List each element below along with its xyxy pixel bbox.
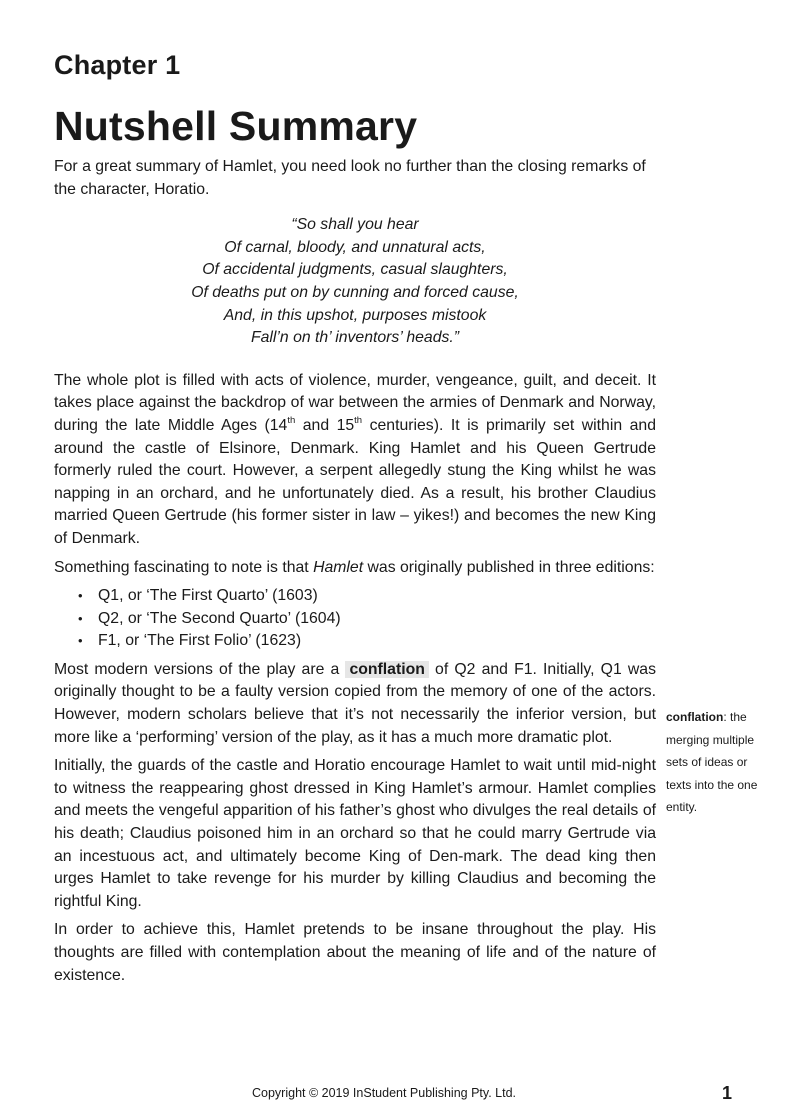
quote-line: “So shall you hear [291,216,419,234]
glossary-term: conflation [666,710,724,724]
page-number: 1 [722,1083,733,1103]
quote-line: Fall’n on th’ inventors’ heads.” [250,329,460,347]
ordinal-suffix: th [354,414,363,426]
plot-text: and 15 [295,416,355,434]
list-item: • Q2, or ‘The Second Quarto’ (1604) [78,608,656,631]
ghost-paragraph: Initially, the guards of the castle and Horatio encourage Hamlet to wait until mid-night to witness the reappearing ghost dressed in King Hamlet’s armour. Hamlet complies and meets the vengeful apparition of his father’s ghost who divulges the real details of his death; Claudius poisoned him in an orchard so that he could marry Gertrude via an incestuous act, and ultimately become King of Den-mark. The dead king then urges Hamlet to take revenge for his murder by killing Claudius and becoming the rightful King. [54,757,656,910]
glossary-definition: : the merging multiple sets of ideas or texts into the one entity. [666,710,758,815]
intro-paragraph: For a great summary of Hamlet, you need look no further than the closing remarks of the character, Horatio. [54,158,646,198]
glossary-margin-note [666,706,774,819]
quote-line: Of deaths put on by cunning and forced cause, [191,283,519,301]
closing-paragraph: In order to achieve this, Hamlet pretends to be insane throughout the play. His thoughts are filled with contemplation about the meaning of life and of the nature of existence. [54,921,656,984]
highlighted-term: conflation [345,661,428,678]
main-text-column [54,156,656,993]
conflation-text: of Q2 and F1. Initially, Q1 was originally thought to be a faulty version copied from the memory of one of the actors. However, modern scholars believe that it’s not necessarily the inferior version, but more like a ‘performing’ version of the play, as it has a much more dramatic plot. [54,660,656,746]
editions-list [54,585,656,653]
ordinal-suffix: th [287,414,296,426]
copyright-notice: Copyright © 2019 InStudent Publishing Pty. Ltd. [252,1086,517,1100]
conflation-text: Most modern versions of the play are a [54,660,346,678]
horatio-quote [54,214,656,350]
quote-line: Of carnal, bloody, and unnatural acts, [224,238,486,256]
list-item: • Q1, or ‘The First Quarto’ (1603) [78,585,656,608]
page-title: Nutshell Summary [54,103,418,149]
editions-text: was originally published in three editions: [363,558,655,576]
chapter-label: Chapter 1 [54,50,181,80]
plot-text: centuries). It is primarily set within and around the castle of Elsinore, Denmark. King Hamlet and his Queen Gertrude formerly ruled the court. However, a serpent allegedly stung the King whilst he was napping in an orchard, and he unfortunately died. As a result, his brother Claudius married Queen Gertrude (his former sister in law – yikes!) and becomes the new King of Denmark. [54,416,656,547]
editions-text: Something fascinating to note is that [54,558,314,576]
editions-paragraph [54,557,656,580]
conflation-paragraph [54,659,656,749]
list-item: • F1, or ‘The First Folio’ (1623) [78,630,656,653]
quote-line: Of accidental judgments, casual slaughters, [202,261,508,279]
plot-paragraph [54,370,656,551]
plot-text: The whole plot is filled with acts of violence, murder, vengeance, guilt, and deceit. It takes place against the backdrop of war between the armies of Denmark and Norway, during the late Middle Ages (14 [54,371,656,434]
play-title: Hamlet [313,558,364,576]
quote-line: And, in this upshot, purposes mistook [223,306,487,324]
